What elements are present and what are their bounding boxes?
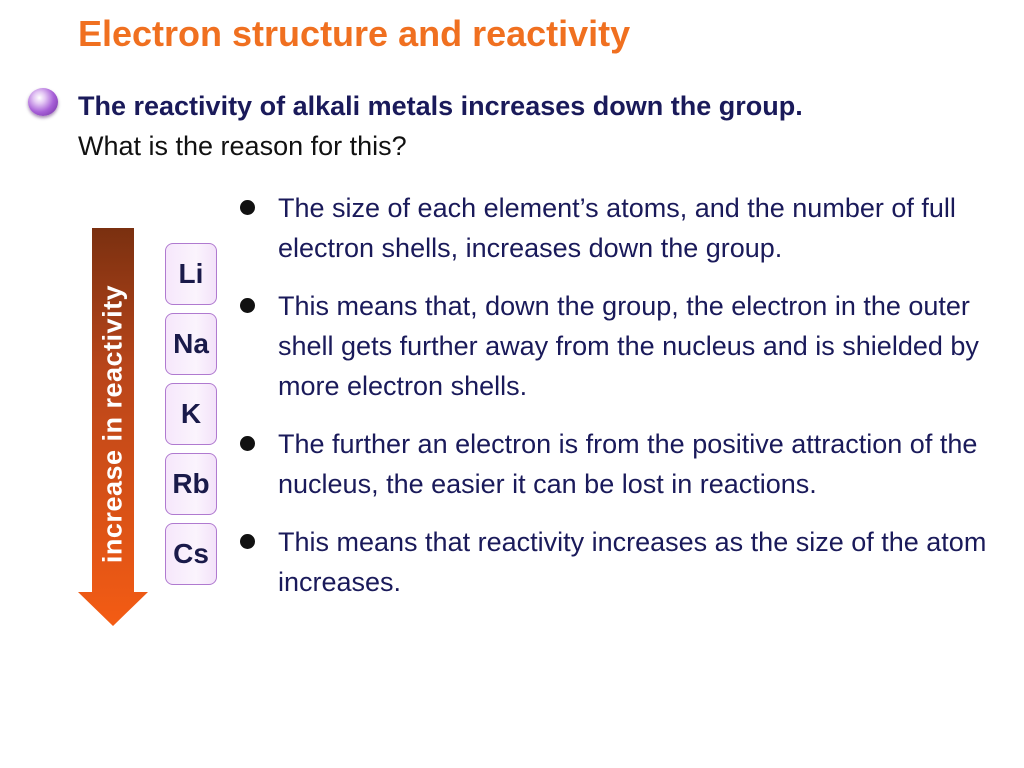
bullet-dot-icon — [240, 436, 255, 451]
list-item-text: The size of each element’s atoms, and the number of full electron shells, increases down the group. — [278, 193, 956, 263]
intro-period: . — [795, 91, 803, 121]
alkali-metals-column — [165, 243, 217, 593]
explanation-list — [238, 188, 1018, 620]
bullet-dot-icon — [240, 200, 255, 215]
element-box-li: Li — [165, 243, 217, 305]
bullet-dot-icon — [240, 534, 255, 549]
list-item-text: The further an electron is from the positive attraction of the nucleus, the easier it can be lost in reactions. — [278, 429, 978, 499]
list-item-text: This means that reactivity increases as the size of the atom increases. — [278, 527, 987, 597]
purple-orb-bullet-icon — [28, 88, 58, 116]
bullet-dot-icon — [240, 298, 255, 313]
intro-question — [78, 86, 1018, 166]
list-item — [238, 522, 1018, 602]
intro-question-text: What is the reason for this? — [78, 131, 407, 161]
arrow-label: increase in reactivity — [97, 284, 128, 564]
element-box-rb: Rb — [165, 453, 217, 515]
list-item — [238, 424, 1018, 504]
intro-statement: The reactivity of alkali metals increases down the group — [78, 91, 796, 121]
element-box-cs: Cs — [165, 523, 217, 585]
slide-title: Electron structure and reactivity — [78, 13, 631, 54]
list-item — [238, 286, 1018, 406]
element-box-k: K — [165, 383, 217, 445]
element-box-na: Na — [165, 313, 217, 375]
list-item-text: This means that, down the group, the electron in the outer shell gets further away from the nucleus and is shielded by more electron shells. — [278, 291, 979, 401]
list-item — [238, 188, 1018, 268]
